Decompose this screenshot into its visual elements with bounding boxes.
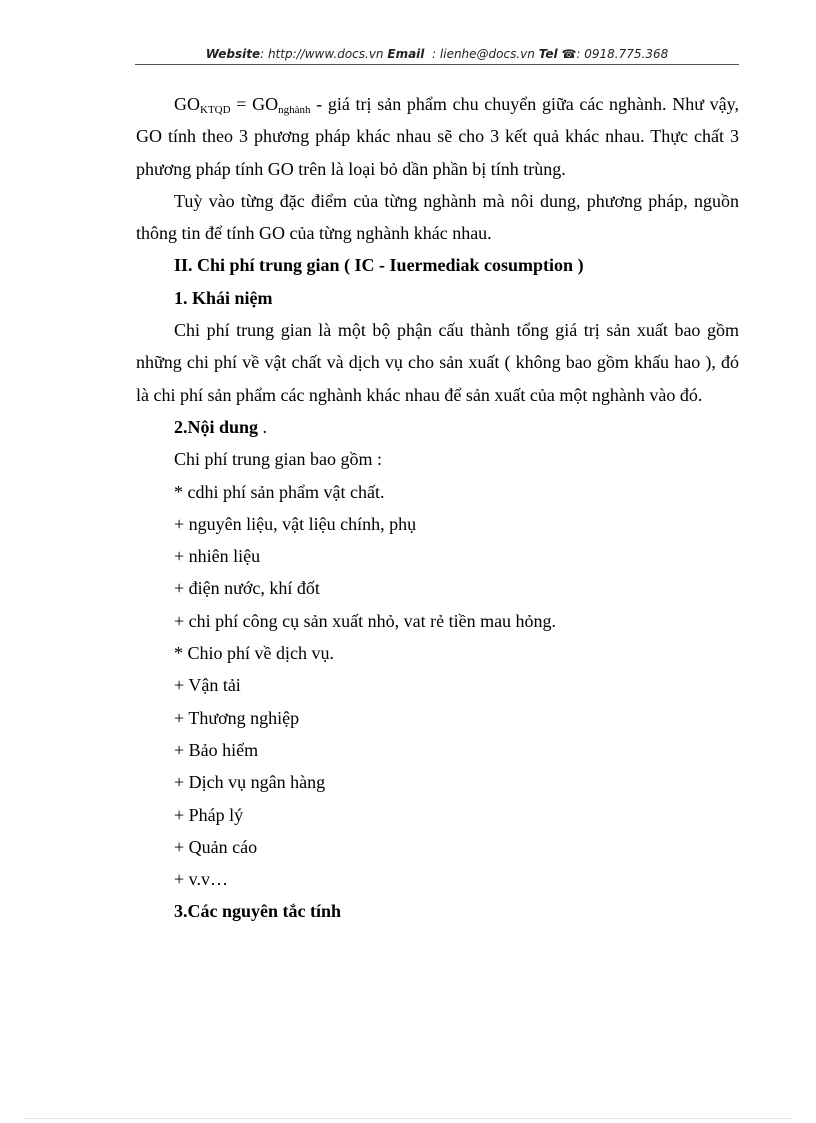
list-item: + Bảo hiểm [174,739,259,760]
paragraph-khai-niem: Chi phí trung gian là một bộ phận cấu thành tổng giá trị sản xuất bao gồm những chi phí về vật chất và dịch vụ cho sản xuất ( không bao gồm khấu hao ), đó là chi phí sản phẩm các nghành khác nhau để sản xuất của một nghành vào đó. [136,320,739,405]
document-body [136,88,739,928]
section-heading-chi-phi-trung-gian: II. Chi phí trung gian ( IC - Iuermediak cosumption ) [174,255,584,276]
list-item: * cdhi phí sản phẩm vật chất. [174,481,385,502]
subheading-noi-dung-suffix: . [258,416,268,437]
list-item: + chi phí công cụ sản xuất nhỏ, vat rẻ tiền mau hỏng. [174,610,557,631]
paragraph-tuy-vao: Tuỳ vào từng đặc điểm của từng nghành mà nôi dung, phương pháp, nguồn thông tin để tính GO của từng nghành khác nhau. [136,190,739,244]
website-label: Website [205,47,261,61]
list-item: + Thương nghiệp [174,707,300,728]
header-divider [135,64,739,65]
list-item: + Vận tải [174,675,241,696]
subheading-noi-dung-title: 2.Nội dung [174,416,259,437]
list-item: + nguyên liệu, vật liệu chính, phụ [174,513,417,534]
tel-label: Tel [538,47,558,61]
list-item: + Dịch vụ ngân hàng [174,772,326,793]
list-item: * Chio phí về dịch vụ. [174,643,334,664]
website-url[interactable]: : http://www.docs.vn [260,47,384,61]
list-item: + Quản cáo [174,836,258,857]
tel-number: : 0918.775.368 [576,47,669,61]
equals-go: = GO [230,94,279,114]
subheading-nguyen-tac-tinh: 3.Các nguyên tắc tính [174,901,342,922]
page-bottom-border [25,1118,791,1119]
paragraph-go-formula [136,88,739,185]
subscript-ktqd: KTQD [200,104,231,116]
subheading-khai-niem: 1. Khái niệm [174,287,273,308]
email-label: Email [387,47,425,61]
list-item: + điện nước, khí đốt [174,578,320,599]
phone-icon: ☎ [561,47,577,61]
list-item: + Pháp lý [174,804,244,825]
subscript-nganh: nghành [278,104,311,116]
list-item: + nhiên liệu [174,546,261,567]
list-intro: Chi phí trung gian bao gồm : [174,449,382,470]
go-symbol: GO [174,94,200,114]
subheading-noi-dung [136,411,739,443]
page-header [135,47,739,61]
email-address[interactable]: : lienhe@docs.vn [432,47,535,61]
list-item: + v.v… [174,869,228,890]
paragraph-go-text: - giá trị sản phẩm chu chuyển giữa các nghành. Như vậy, GO tính theo 3 phương pháp khác nhau sẽ cho 3 kết quả khác nhau. Thực chất 3 phương pháp tính GO trên là loại bỏ dần phần bị tính trùng. [136,94,739,179]
